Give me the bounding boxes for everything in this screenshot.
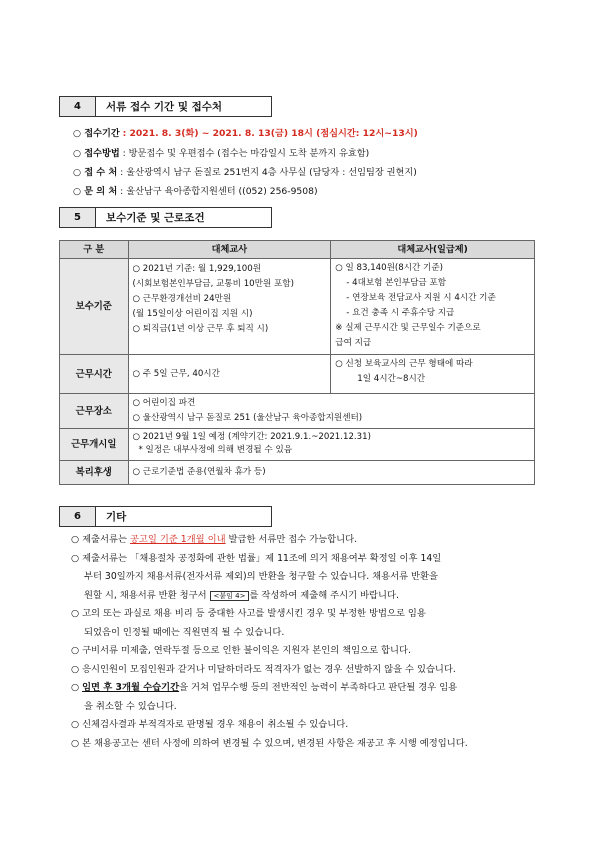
header-substitute: 대체교사 (128, 241, 331, 259)
work-conditions-table (59, 240, 535, 485)
note-6 (71, 679, 521, 698)
pay-b-5: ※ 실제 근무시간 및 근무일수 기준으로 (335, 323, 481, 333)
section-title: 보수기준 및 근로조건 (95, 207, 272, 228)
pay-a-1: ○ 2021년 기준: 월 1,929,100원 (132, 264, 261, 274)
workplace-1: ○ 어린이집 파견 (132, 398, 196, 408)
hours-substitute-cell (128, 355, 331, 394)
note-6-line-2: 을 취소할 수 있습니다. (84, 700, 177, 712)
note-3-line-1: ○ 고의 또는 과실로 채용 비리 등 중대한 사고를 발생시킨 경우 및 부정한 방법으로 임용 (71, 608, 426, 619)
workplace-2: ○ 울산광역시 남구 돋질로 251 (울산남구 육아종합지원센터) (132, 413, 363, 423)
start-date-note: * 일정은 내부사정에 의해 변경될 수 있음 (138, 445, 293, 455)
note-1 (71, 531, 521, 550)
start-date-label: 근무개시일 (60, 429, 129, 461)
header-daily: 대체교사(일급제) (331, 241, 535, 259)
pay-b-4: - 요건 충족 시 주휴수당 지급 (346, 308, 455, 318)
note-6-highlight: 임면 후 3개월 수습기간 (82, 682, 180, 693)
section-5-header (59, 207, 272, 228)
note-3-line-2: 되었음이 인정될 때에는 직원면직 될 수 있습니다. (84, 626, 285, 638)
section-title: 서류 접수 기간 및 접수처 (95, 96, 272, 117)
contact-value: : 울산남구 육아종합지원센터 ((052) 256-9508) (120, 186, 318, 197)
note-5: ○ 응시인원이 모집인원과 같거나 미달하더라도 적격자가 없는 경우 선발하지 않을 수 있습니다. (71, 663, 456, 675)
method-value: : 방문접수 및 우편접수 (접수는 마감일시 도착 분까지 유효함) (122, 148, 370, 159)
note-6-suffix: 을 거쳐 업무수행 등의 전반적인 능력이 부족하다고 판단될 경우 임용 (179, 682, 458, 693)
period-value: : 2021. 8. 3(화) ~ 2021. 8. 13(금) 18시 (점심시간: 12시~13시) (122, 128, 418, 139)
section-title: 기타 (95, 506, 272, 527)
note-7: ○ 신체검사결과 부적격자로 판명될 경우 채용이 취소될 수 있습니다. (71, 719, 349, 730)
pay-b-1: ○ 일 83,140원(8시간 기준) (335, 263, 444, 273)
hours-a: ○ 주 5일 근무, 40시간 (132, 368, 220, 379)
welfare-value: ○ 근로기준법 준용(연월차 휴가 등) (132, 467, 266, 477)
place-label: ○ 접 수 처 (73, 167, 118, 178)
misc-notes (71, 531, 521, 753)
pay-daily-cell (331, 259, 535, 355)
section-number: 4 (59, 96, 95, 117)
welfare-label: 복리후생 (60, 461, 129, 485)
welfare-cell (128, 461, 534, 485)
pay-b-3: - 연장보육 전담교사 지원 시 4시간 기준 (346, 293, 496, 303)
note-1-suffix: 발급한 서류만 접수 가능합니다. (225, 534, 358, 545)
hours-label: 근무시간 (60, 355, 129, 394)
section-4-header (59, 96, 272, 117)
pay-label: 보수기준 (60, 259, 129, 355)
pay-a-5: ○ 퇴직금(1년 이상 근무 후 퇴직 시) (132, 324, 269, 334)
note-2-line-2: 부터 30일까지 채용서류(전자서류 제외)의 반환을 청구할 수 있습니다. 채용서류 반환을 (84, 571, 438, 582)
period-label: ○ 접수기간 (73, 128, 120, 139)
section-number: 5 (59, 207, 95, 228)
start-date-cell (128, 429, 534, 461)
pay-a-3: ○ 근무환경개선비 24만원 (132, 294, 232, 304)
pay-b-2: - 4대보험 본인부담금 포함 (346, 278, 447, 288)
workplace-label: 근무장소 (60, 394, 129, 429)
note-8: ○ 본 채용공고는 센터 사정에 의하여 변경될 수 있으며, 변경된 사항은 재공고 후 시행 예정입니다. (71, 737, 468, 749)
note-2-line-3 (71, 587, 521, 606)
section-number: 6 (59, 506, 95, 527)
hours-daily-cell (331, 355, 535, 394)
receipt-place (73, 166, 417, 179)
workplace-cell (128, 394, 534, 429)
receipt-period (73, 127, 418, 140)
pay-a-4: (월 15일이상 어린이집 지원 시) (132, 309, 253, 319)
pay-b-6: 급여 지급 (335, 338, 372, 348)
hours-b-2: 1일 4시간~8시간 (357, 374, 426, 384)
note-4: ○ 구비서류 미제출, 연락두절 등으로 인한 불이익은 지원자 본인의 책임으로 합니다. (71, 645, 411, 656)
hours-b-1: ○ 신청 보육교사의 근무 형태에 따라 (335, 359, 473, 369)
method-label: ○ 접수방법 (73, 148, 120, 159)
note-2-line-3-prefix: 원할 시, 채용서류 반환 청구서 (84, 589, 210, 601)
contact-label: ○ 문 의 처 (73, 186, 118, 197)
pay-substitute-cell (128, 259, 331, 355)
pay-a-2: (시회보험본인부담금, 교통비 10만원 포함) (132, 279, 294, 289)
inquiry (73, 185, 318, 198)
receipt-method (73, 147, 369, 160)
note-1-highlight: 공고일 기준 1개월 이내 (129, 534, 226, 545)
note-1-prefix: ○ 제출서류는 (71, 534, 130, 545)
start-date-1: ○ 2021년 9월 1일 예정 (계약기간: 2021.9.1.~2021.12.31) (132, 432, 371, 442)
attachment-tag: <붙임 4> (210, 591, 250, 601)
note-2-line-1: ○ 제출서류는 「채용절차 공정화에 관한 법률」제 11조에 의거 채용여부 확정일 이후 14일 (71, 552, 442, 564)
note-6-prefix: ○ (71, 682, 83, 693)
place-value: : 울산광역시 남구 돋질로 251번지 4층 사무실 (담당자 : 선임팀장 권현지) (120, 167, 417, 178)
note-2-line-3-suffix: 를 작성하여 제출해 주시기 바랍니다. (249, 589, 399, 601)
header-category: 구 분 (60, 241, 129, 259)
section-6-header (59, 506, 272, 527)
